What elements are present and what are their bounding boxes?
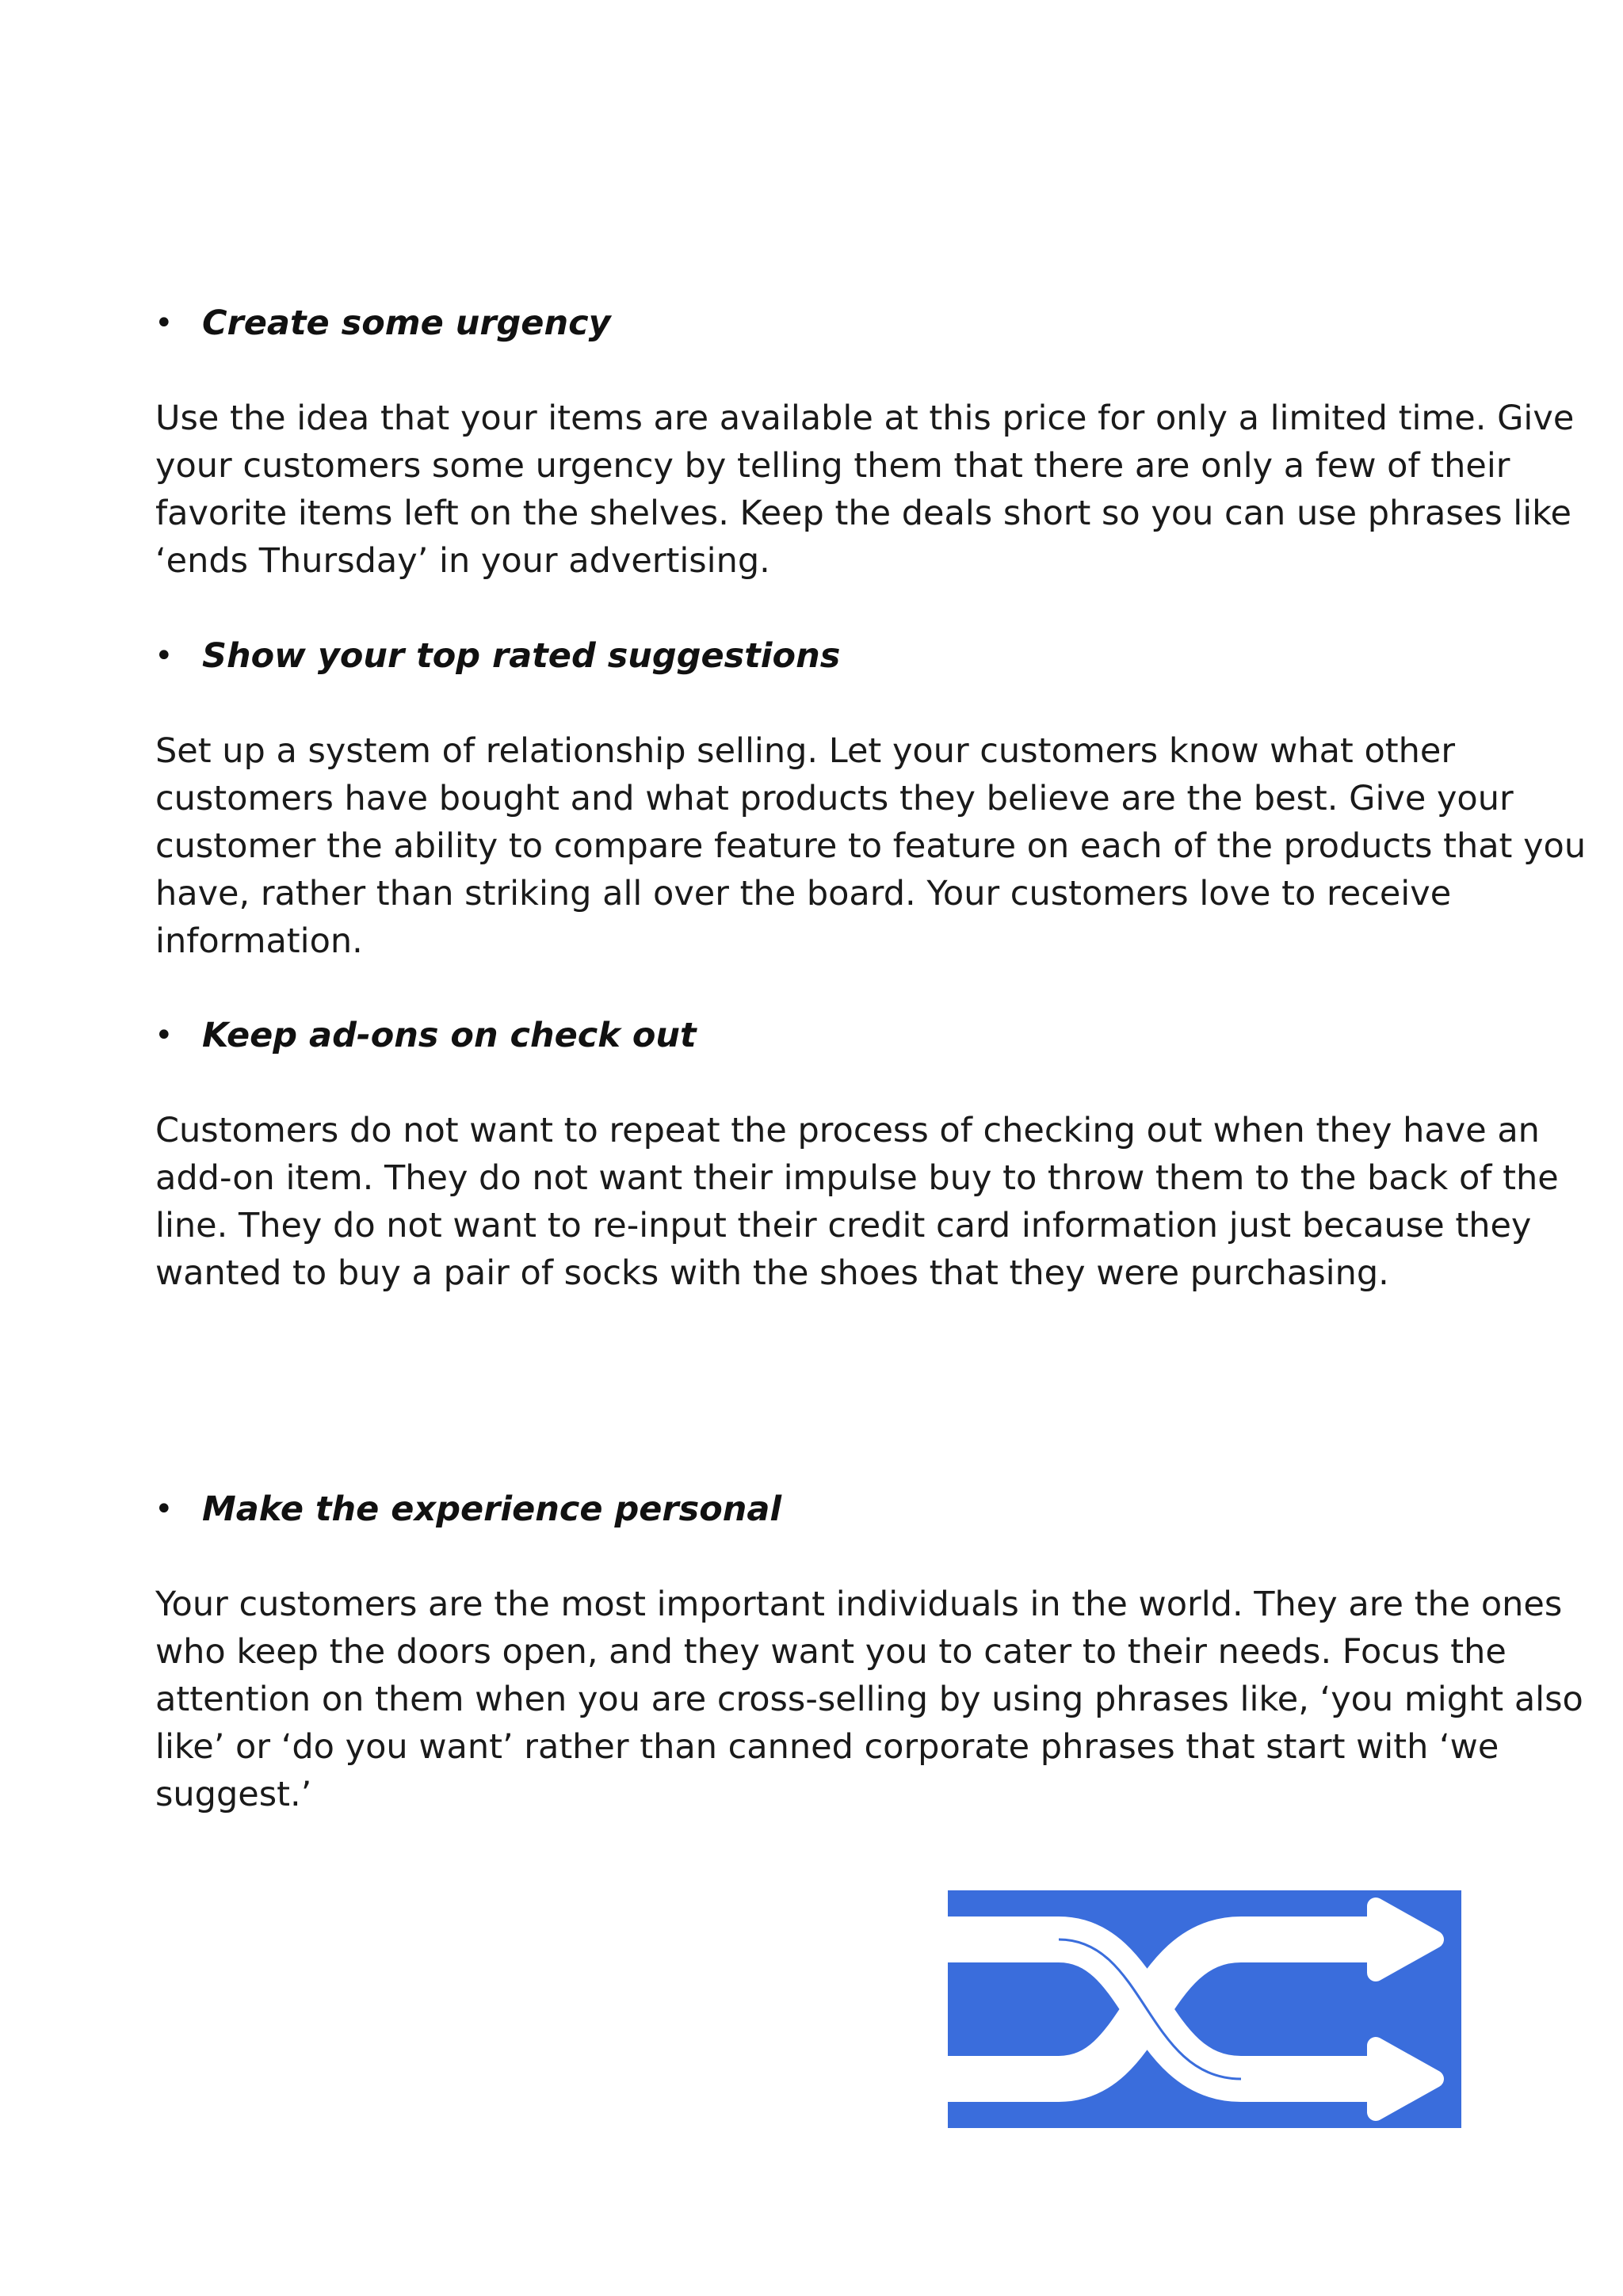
bullet-icon: • [155, 305, 174, 341]
paragraph-line: information. [155, 921, 363, 961]
paragraph-line: add-on item. They do not want their impulse buy to throw them to the back of the [155, 1158, 1559, 1198]
paragraph-line: Your customers are the most important individuals in the world. They are the ones [155, 1585, 1563, 1624]
paragraph-line: who keep the doors open, and they want you to cater to their needs. Focus the [155, 1632, 1507, 1672]
heading-text: Create some urgency [202, 303, 611, 343]
bullet-icon: • [155, 638, 174, 674]
shuffle-arrows-icon [948, 1890, 1461, 2128]
paragraph-line: attention on them when you are cross-selling by using phrases like, ‘you might also [155, 1680, 1583, 1719]
paragraph-line: your customers some urgency by telling them that there are only a few of their [155, 446, 1510, 486]
section-paragraph-addons-checkout [155, 1107, 1559, 1297]
heading-text: Show your top rated suggestions [202, 636, 841, 676]
paragraph-line: favorite items left on the shelves. Keep the deals short so you can use phrases like [155, 494, 1571, 533]
paragraph-line: Use the idea that your items are available at this price for only a limited time. Give [155, 399, 1575, 438]
paragraph-line: Customers do not want to repeat the process of checking out when they have an [155, 1111, 1540, 1150]
section-heading-create-urgency [155, 299, 611, 347]
paragraph-line: have, rather than striking all over the board. Your customers love to receive [155, 874, 1452, 913]
section-heading-addons-checkout [155, 1012, 697, 1059]
paragraph-line: suggest.’ [155, 1775, 312, 1814]
paragraph-line: Set up a system of relationship selling. Let your customers know what other [155, 731, 1456, 771]
section-heading-top-rated [155, 632, 841, 680]
paragraph-line: customer the ability to compare feature to feature on each of the products that you [155, 826, 1587, 866]
section-paragraph-top-rated [155, 727, 1587, 965]
paragraph-line: wanted to buy a pair of socks with the shoes that they were purchasing. [155, 1253, 1389, 1293]
section-paragraph-create-urgency [155, 395, 1575, 585]
paragraph-line: customers have bought and what products they believe are the best. Give your [155, 779, 1514, 818]
paragraph-line: line. They do not want to re-input their credit card information just because they [155, 1206, 1532, 1245]
section-paragraph-personal [155, 1581, 1583, 1818]
section-heading-personal [155, 1486, 782, 1533]
paragraph-line: like’ or ‘do you want’ rather than canned corporate phrases that start with ‘we [155, 1727, 1499, 1767]
heading-text: Keep ad-ons on check out [202, 1016, 697, 1055]
bullet-icon: • [155, 1491, 174, 1527]
paragraph-line: ‘ends Thursday’ in your advertising. [155, 541, 770, 581]
bullet-icon: • [155, 1017, 174, 1054]
heading-text: Make the experience personal [202, 1489, 782, 1529]
